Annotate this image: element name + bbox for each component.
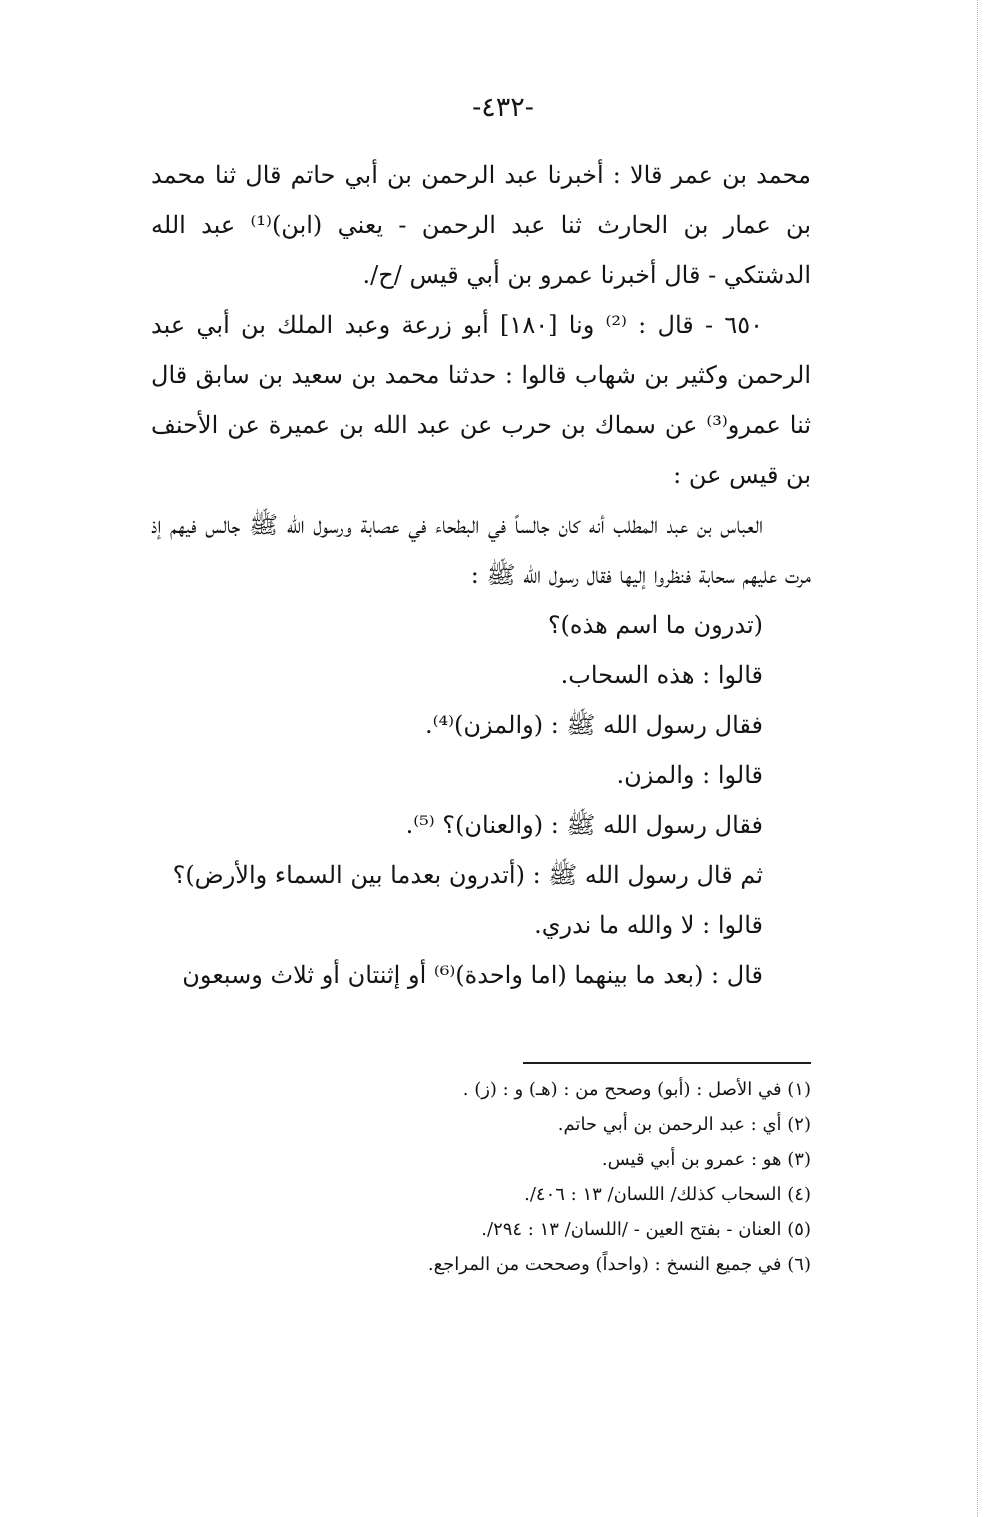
- page-edge-line: [977, 0, 978, 1517]
- footnote-6: (٦) في جميع النسخ : (واحداً) وصححت من المراجع.: [427, 1254, 811, 1275]
- dialogue-line: فقال رسول الله ﷺ : (والعنان)؟ ⁽⁵⁾.: [405, 811, 763, 839]
- footnote-2: (٢) أي : عبد الرحمن بن أبي حاتم.: [557, 1114, 811, 1135]
- dialogue-line: قالوا : هذه السحاب.: [560, 661, 763, 689]
- paragraph: محمد بن عمر قالا : أخبرنا عبد الرحمن بن أبي حاتم قال ثنا محمد بن عمار بن الحارث ثنا عبد الرحمن - يعني (ابن)⁽¹⁾ عبد الله الدشتكي - قال أخبرنا عمرو بن أبي قيس /ح/.: [151, 161, 812, 289]
- main-text: [151, 150, 811, 1000]
- page-number: -٤٣٢-: [472, 92, 534, 123]
- footnote-divider: [523, 1062, 811, 1064]
- dialogue-line: ثم قال رسول الله ﷺ : (أتدرون بعدما بين السماء والأرض)؟: [172, 861, 763, 889]
- dialogue-line: قال : (بعد ما بينهما (اما واحدة)⁽⁶⁾ أو إثنتان أو ثلاث وسبعون: [182, 961, 763, 989]
- footnote-3: (٣) هو : عمرو بن أبي قيس.: [601, 1149, 811, 1170]
- footnote-4: (٤) السحاب كذلك/ اللسان/ ١٣ : ٤٠٦/.: [524, 1184, 811, 1205]
- footnotes: [151, 1072, 811, 1282]
- dialogue-line: قالوا : والمزن.: [616, 761, 763, 789]
- dialogue-line: قالوا : لا والله ما ندري.: [534, 911, 763, 939]
- dialogue-line: (تدرون ما اسم هذه)؟: [547, 611, 763, 639]
- dialogue-line: فقال رسول الله ﷺ : (والمزن)⁽⁴⁾.: [424, 711, 763, 739]
- paragraph-hadith-650: ٦٥٠ - قال : ⁽²⁾ ونا [١٨٠] أبو زرعة وعبد الملك بن أبي عبد الرحمن وكثير بن شهاب قالوا : حدثنا محمد بن سعيد بن سابق قال ثنا عمرو⁽³⁾ عن سماك بن حرب عن عبد الله بن عميرة عن الأحنف بن قيس عن :: [151, 311, 811, 489]
- paragraph-narration: العباس بن عبد المطلب أنه كان جالساً في البطحاء في عصابة ورسول الله ﷺ جالس فيهم إذ مرت عليهم سحابة فنظروا إليها فقال رسول الله ﷺ :: [151, 511, 811, 589]
- footnote-1: (١) في الأصل : (أبو) وصحح من : (هـ) و : (ز) .: [462, 1079, 811, 1100]
- footnote-5: (٥) العنان - بفتح العين - /اللسان/ ١٣ : ٢٩٤/.: [481, 1219, 811, 1240]
